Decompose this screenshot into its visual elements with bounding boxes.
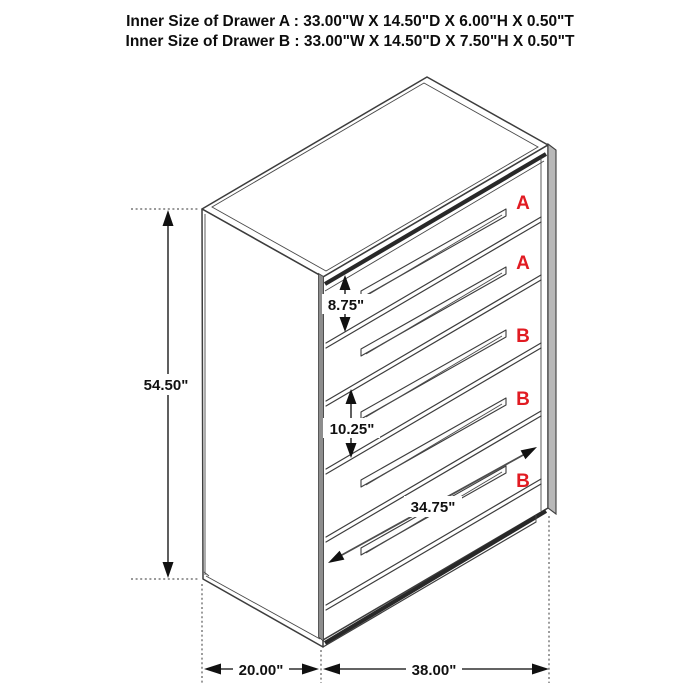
drawer-a-height-label: 8.75"	[327, 297, 365, 314]
arrowhead-down	[163, 562, 174, 578]
front-left-edge-post	[319, 274, 324, 642]
drawer-b-height-label: 10.25"	[329, 421, 375, 438]
arrowhead-up	[163, 210, 174, 226]
base-depth-label: 20.00"	[238, 662, 284, 679]
drawer-width-label: 34.75"	[410, 499, 456, 516]
overall-height-label: 54.50"	[143, 377, 189, 394]
left-side-face	[202, 209, 323, 647]
drawer-label-a2: A	[516, 253, 530, 274]
arrowhead-left	[204, 664, 221, 675]
drawer-label-b2: B	[516, 389, 530, 410]
dimension-overall-height	[131, 209, 200, 579]
arrowhead-left	[323, 664, 340, 675]
right-edge-strip	[548, 144, 556, 514]
header-text	[126, 13, 575, 50]
header-line-drawer-b: Inner Size of Drawer B : 33.00"W X 14.50"D X 7.50"H X 0.50"T	[125, 33, 575, 50]
arrowhead-right	[302, 664, 319, 675]
drawer-label-b3: B	[516, 471, 530, 492]
drawer-label-a1: A	[516, 193, 530, 214]
base-width-label: 38.00"	[411, 662, 457, 679]
chest-drawing	[202, 77, 556, 647]
arrowhead-right	[532, 664, 549, 675]
drawer-label-b1: B	[516, 326, 530, 347]
header-line-drawer-a: Inner Size of Drawer A : 33.00"W X 14.50"D X 6.00"H X 0.50"T	[126, 13, 574, 30]
